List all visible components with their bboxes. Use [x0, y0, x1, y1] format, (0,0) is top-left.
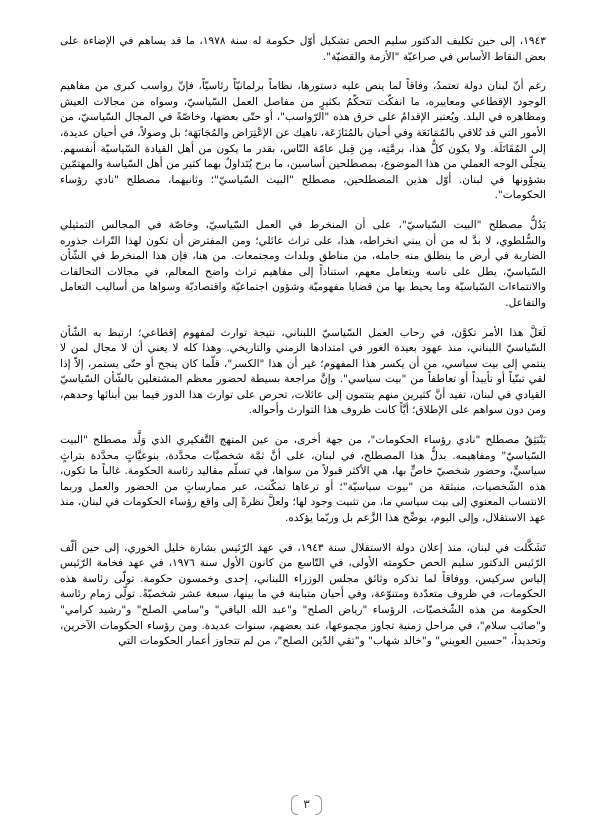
paragraph-feudal-residues: رغم أنّ لبنان دولة تعتمدُ، وفاقاً لما ينص عليه دستورها، نظاماً برلمانيّاً رئاسيّاً، فإنّ رواسب كبرى من مفاهيم الوجود الإقطاعي ومعاييره، ما انفكّت تتحكّمُ بكثيرٍ من مفاصل العمل السّياسيّ، وسواه من مجالات العيش ومظاهره في البلد. ويُعتبر الإقدامُ على خرق هذه "الرّواسب"، أو حتّى بعضها، وخاصّةً في المجال السّياسيّ، من الأمور التي قد تُلاقي بالمُمَانَعَة وفي أحيان بالمُنَازَعَة، ناهيك عن الإعْتِرَاض والمُجَابَهَة؛ بل وصولاً، في أحيان عديدة، إلى المُقَاتَلَة. ولا يكون كلُّ هذا، برمَّتِه، مِن قِبل عامّة النّاس، بقدر ما يكون من أهل القيادة السّياسيّة أنفسهم. يتجلّى الوجه العملي من هذا الموضوع، بمصطلحين أساسين، ما برح يُتَداولُ بهما كثير من أهل السّياسة والمهتمّين بشؤونها في لبنان. أوّل هذين المصطلحين، مصطلح "البيت السّياسيّ"؛ وثانيهما، مصطلح "نادي رؤساء الحكومات".	[59, 80, 546, 202]
paragraph-intro: ١٩٤٣، إلى حين تكليف الدكتور سليم الحص تشكيل أوّل حكومة له سنة ١٩٧٨، ما قد يساهم في الإضاءة على بعض النقاط الأساس في صراعيّة "الأزمة والقضيّة".	[60, 35, 546, 63]
document-page	[60, 34, 546, 664]
paragraph-inheritance: لَعَلَّ هذا الأمر تكوَّن، في رحاب العمل السّياسيّ اللبناني، نتيجة توارث لمفهوم إقطاعي؛ ارتبط به الشّأن السّياسيّ اللبناني، منذ عهود بعيدة الغور في امتدادها الزمني والتاريخي. وهذا كله لا يعني أن لا مجال لمن لا ينتمي إلى بيت سياسي، من أن يكسر هذا المفهوم؛ غير أن هذا "الكسر"، قلّما كان ينجح أو حتّى يستمر، إلاّ إذا لقي تبنّياً أو تأييداً أو تعاطفاً من "بيت سياسي". وإنَّ مراجعة بسيطة لحضور معظم المشتغلين بالشّأن السّياسيّ القيادي في لبنان، تفيد أنَّ كثيرين منهم ينتمون إلى عائلات، تحرص على توارث هذا الدور فيما بين أبنائها وحدهم، ومن دون سواهم على الإطلاق؛ أيَّاً كانت ظروف هذا التوارث وأحواله.	[60, 326, 546, 417]
paragraph-prime-ministers-club: يَنْبَثِقُ مصطلح "نادي رؤساء الحكومات"، من جهة أخرى، من عين المنهج التَّفكيري الذي وَلَّد مصطلح "البيت السّياسيّ" ومفاهيمه. بدلُّ هذا المصطلح، في لبنان، على أنَّ ثمَّة شخصيَّات محدَّدة، بنوعيَّاتٍ محدَّدة بتراثٍ سياسيٍّ، وحضور شخصيّ خاصٍّ بها، هي الأكثر قبولاً من سواها، في تسلّم مقاليد رئاسة الحكومة. غالباً ما تكون، هذه الشّخصيات، منبثقة من "بيوت سياسيّة"؛ أو ترعاها تمكّنت، عبر ممارساتٍ من الحضور والعمل وربما الانتساب المعنوي إلى بيت سياسي ما، من تثبيت وجود لها؛ ولعلَّ نظرةً إلى واقع رؤساء الحكومات في لبنان، منذ عهد الاستقلال، وإلى اليوم، يوضِّح هذا الزَّعم بل وربّما يؤكده.	[60, 434, 546, 525]
paragraph-governments-history: تَشَكَّلت في لبنان، منذ إعلان دولة الاستقلال سنة ١٩٤٣، في عهد الرّئيس بشارة خليل الخوري، إلى حين ألّف الرّئيس الدكتور سليم الحص حكومته الأولى، في التّاسع من كانون الأول سنة ١٩٧٦، في عهد فخامة الرّئيس إلياس سركيس، ووفاقاً لما تذكره وثائق مجلس الوزراء اللبناني، إحدى وخمسون حكومة. تولّى رئاسة هذه الحكومات، في ظروف متعدّدة ومتنوّعة، وفي أحيان متباينة في ما بينها، سبعة عشر شخصيّةً. تولّى زمام رئاسة الحكومة من هذه الشّخصيّات، الرؤساء "رياض الصلح" و"عبد الله اليافي" و"سامي الصلح" و"رشيد كرامي" و"صائب سلام"، في مراحل زمنية تجاوز مجموعها، عند بعضهم، سنوات عديدة. ومن رؤساء الحكومات الآخرين، وتحديداً، "حسين العويني" و"خالد شهاب" و"تقي الدّين الصلح"، من لم تتجاوز أعمار الحكومات التي	[60, 541, 546, 648]
paragraph-political-house: يَدُلُّ مصطلح "البيت السّياسيّ"، على أن المنخرط في العمل السّياسيّ، وخاصّة في المجالس التمثيلي والسُّلطوي، لا بدَّ له من أن يبني انخراطه، هذا، على تراث عائلي؛ ومن المفترض أن تكون لهذا التّراث جذوره الضاربة في أرض ما ينطلق منه حامله، من مناطق وبلدات ومجتمعات. من هنا، فإن هذا المنخرط في الشّأن السّياسيّ، يطل على ناسه ويتعامل معهم، استناداً إلى مفاهيم تراث واضح المعالم، في مجالات التحالفات والانتماءات السّياسيّة وما يحيط بها من قضايا مفهوميّة وشؤون اجتماعيّة واقتصاديّة وسواها من أساليب التعامل والتفاعل.	[60, 218, 546, 309]
page-number: ٣	[291, 795, 321, 813]
page-footer	[0, 792, 613, 816]
